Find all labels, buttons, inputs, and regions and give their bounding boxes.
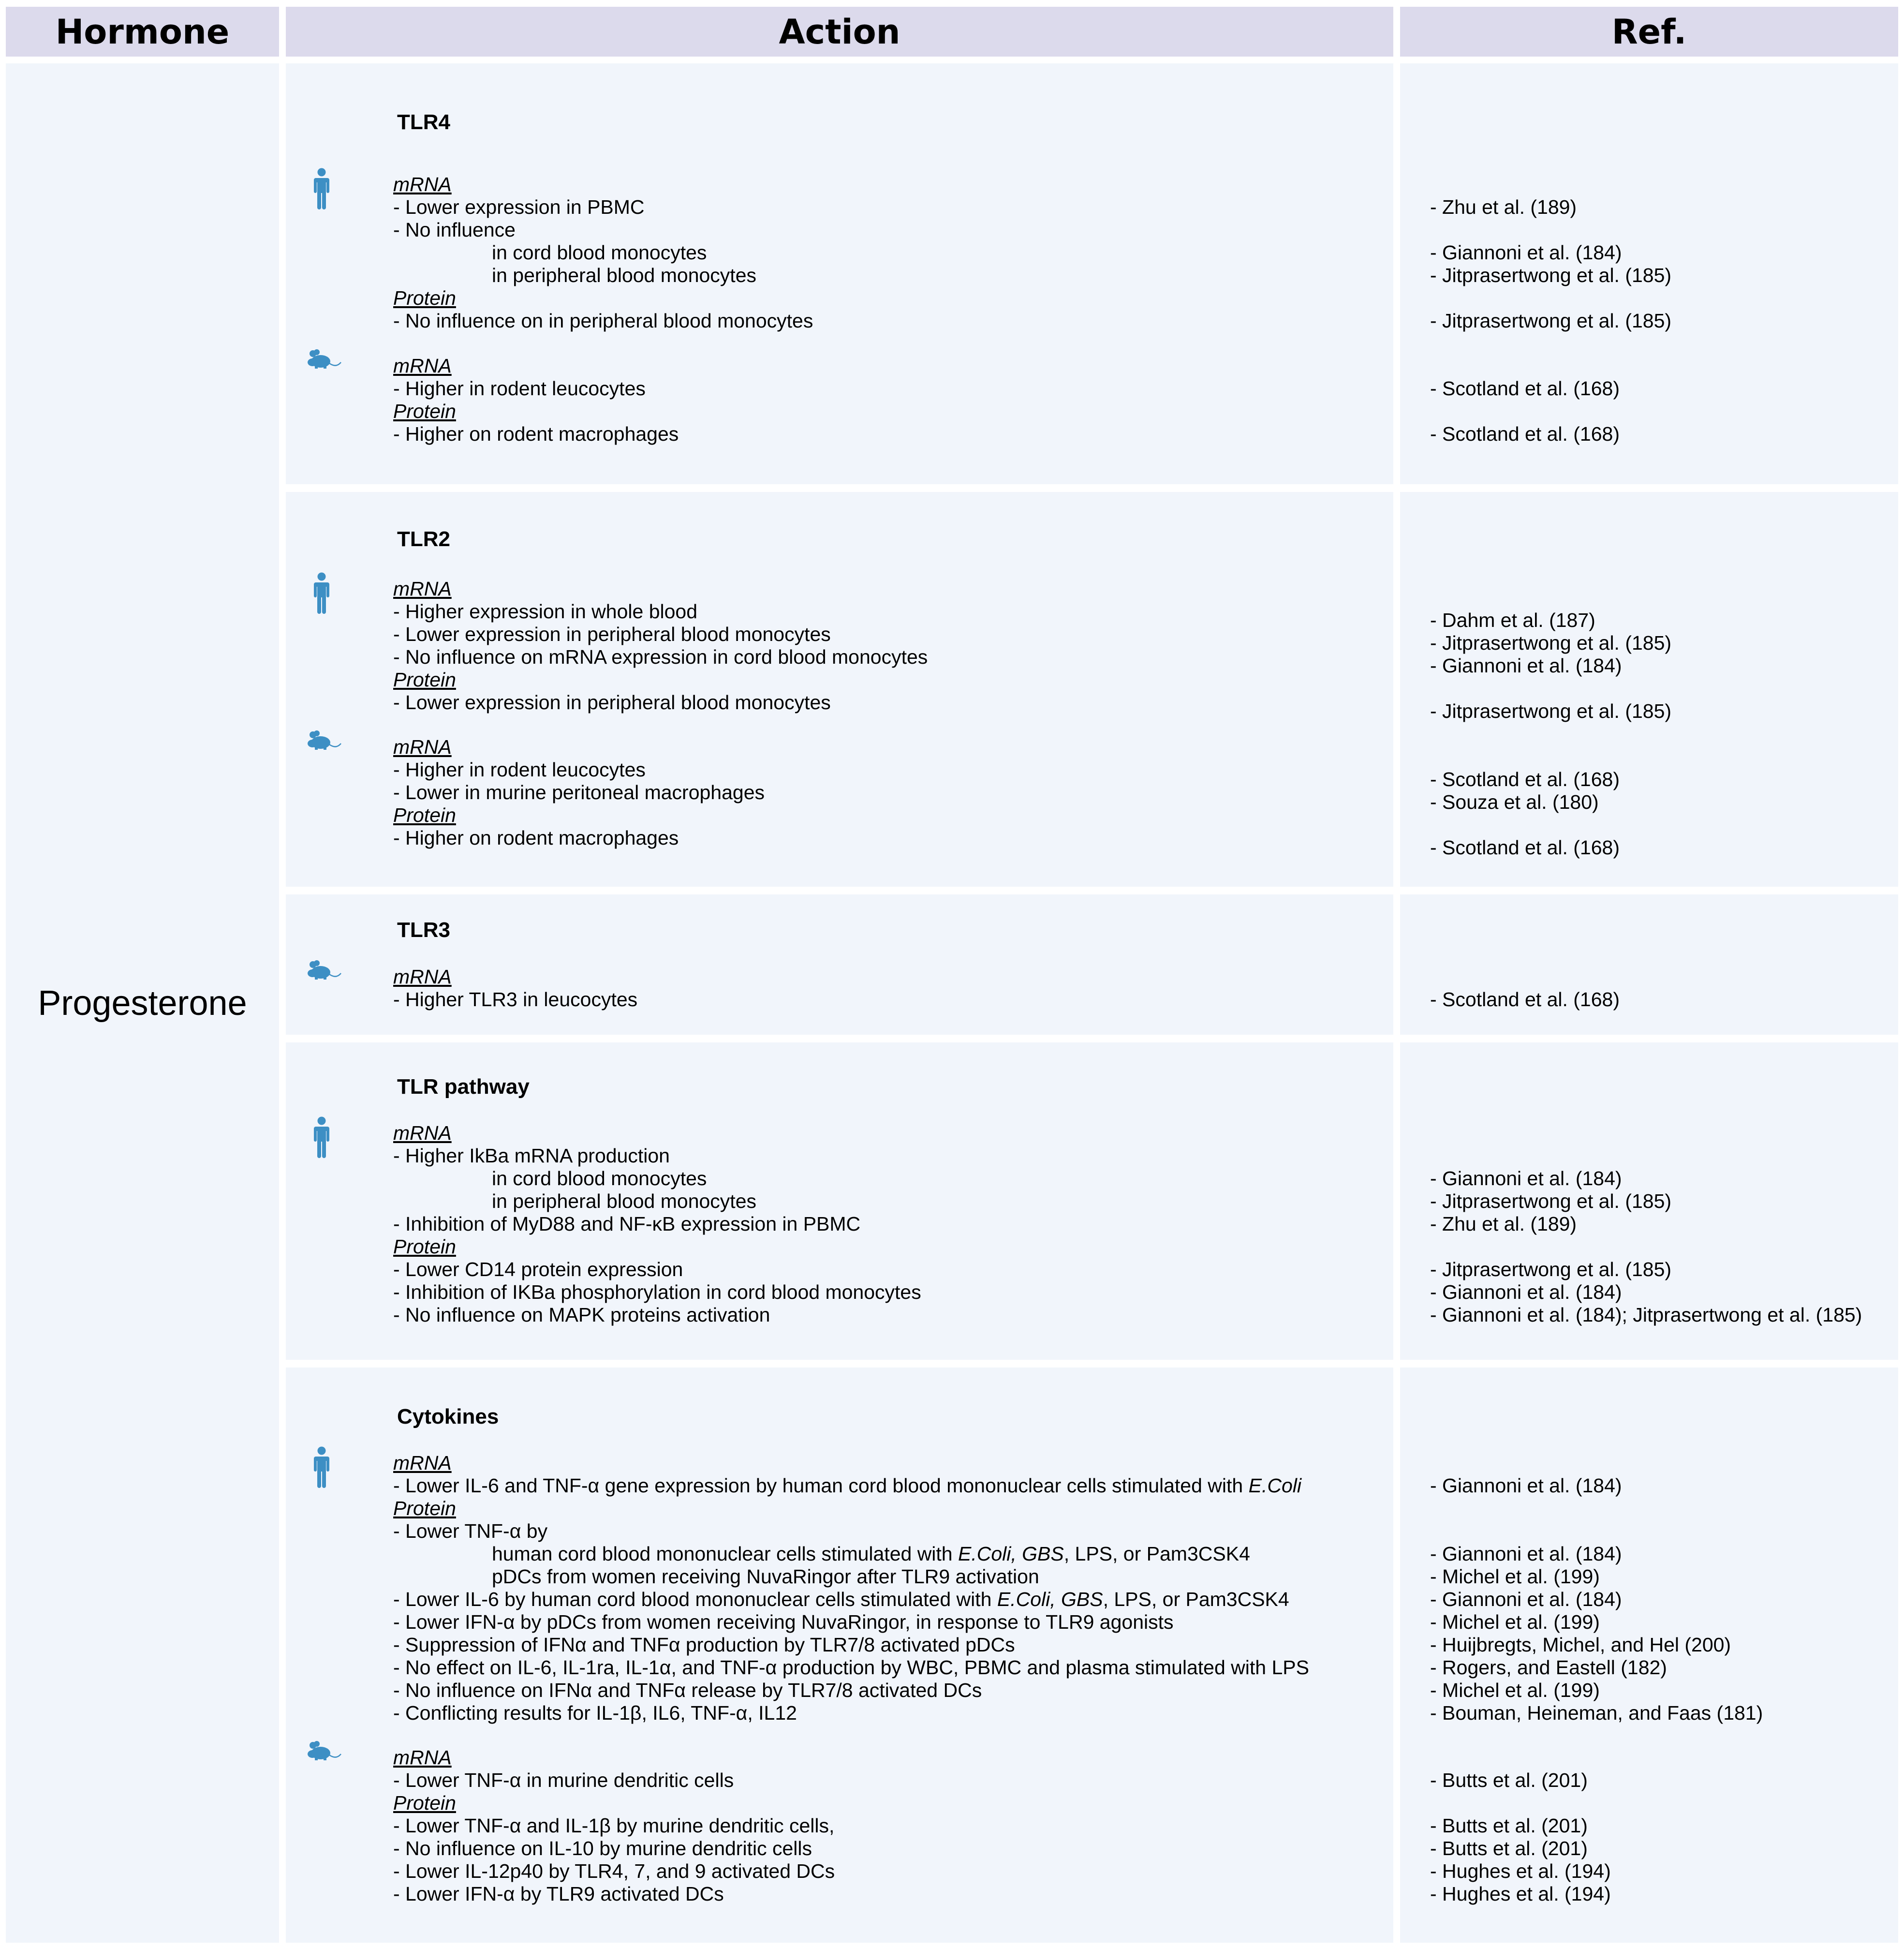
finding-text: - Suppression of IFNα and TNFα production by TLR7/8 activated pDCs bbox=[393, 1634, 1015, 1656]
reference: - Hughes et al. (194) bbox=[1430, 1860, 1611, 1882]
subheading bbox=[393, 400, 456, 423]
human-figure-icon bbox=[312, 572, 331, 616]
finding-text: - No effect on IL-6, IL-1ra, IL-1α, and TNF-α production by WBC, PBMC and plasma stimulated with LPS bbox=[393, 1656, 1309, 1679]
finding-text: - No influence on MAPK proteins activation bbox=[393, 1304, 770, 1326]
finding-line bbox=[393, 423, 679, 446]
finding-text: - No influence on IL-10 by murine dendritic cells bbox=[393, 1837, 812, 1859]
finding-text: - Inhibition of IKBa phosphorylation in cord blood monocytes bbox=[393, 1281, 921, 1303]
finding-line bbox=[393, 827, 679, 849]
reference: - Jitprasertwong et al. (185) bbox=[1430, 1190, 1672, 1212]
reference: - Giannoni et al. (184) bbox=[1430, 1281, 1622, 1303]
subheading bbox=[393, 669, 456, 691]
finding-text: in peripheral blood monocytes bbox=[492, 1190, 756, 1212]
mouse-svg bbox=[307, 730, 342, 752]
finding-text: Protein bbox=[393, 1235, 456, 1258]
finding-line bbox=[393, 1634, 1015, 1656]
reference: - Butts et al. (201) bbox=[1430, 1769, 1588, 1791]
finding-text: - Lower IL-6 by human cord blood mononuclear cells stimulated with bbox=[393, 1588, 997, 1610]
finding-text: - Lower IL-6 and TNF-α gene expression by human cord blood mononuclear cells stimulated with bbox=[393, 1474, 1249, 1497]
finding-line bbox=[393, 1281, 921, 1304]
finding-line bbox=[492, 1190, 756, 1213]
finding-text: - Lower IFN-α by pDCs from women receiving NuvaRingor, in response to TLR9 agonists bbox=[393, 1611, 1174, 1633]
reference: - Huijbregts, Michel, and Hel (200) bbox=[1430, 1634, 1731, 1656]
header-hormone: Hormone bbox=[6, 7, 279, 57]
finding-text: Protein bbox=[393, 1497, 456, 1519]
finding-line bbox=[393, 1814, 834, 1837]
subheading bbox=[393, 1452, 452, 1474]
finding-line bbox=[393, 758, 646, 781]
finding-line bbox=[393, 1145, 670, 1167]
finding-line bbox=[393, 1860, 835, 1883]
finding-line bbox=[393, 1611, 1174, 1634]
finding-text: mRNA bbox=[393, 966, 452, 988]
finding-line bbox=[393, 1258, 683, 1281]
finding-line bbox=[492, 264, 756, 287]
finding-text: Protein bbox=[393, 804, 456, 826]
subheading bbox=[393, 736, 452, 758]
finding-text: - No influence on in peripheral blood monocytes bbox=[393, 310, 813, 332]
finding-line bbox=[393, 196, 645, 219]
hormone-cell bbox=[6, 63, 279, 1943]
finding-line bbox=[393, 1213, 860, 1235]
human-figure-svg bbox=[312, 572, 331, 614]
finding-text: - Lower expression in peripheral blood monocytes bbox=[393, 623, 831, 645]
reference: - Michel et al. (199) bbox=[1430, 1565, 1600, 1588]
mouse-svg bbox=[307, 349, 342, 371]
finding-text: - Lower TNF-α by bbox=[393, 1520, 548, 1542]
finding-text: mRNA bbox=[393, 736, 452, 758]
ref-cell bbox=[1400, 894, 1898, 1035]
reference: - Giannoni et al. (184) bbox=[1430, 1167, 1622, 1190]
hormone-name: Progesterone bbox=[38, 983, 247, 1023]
reference: - Giannoni et al. (184) bbox=[1430, 1543, 1622, 1565]
finding-text: - Higher IkBa mRNA production bbox=[393, 1145, 670, 1167]
finding-text: - Higher TLR3 in leucocytes bbox=[393, 988, 638, 1011]
finding-text: mRNA bbox=[393, 173, 452, 195]
finding-text: mRNA bbox=[393, 355, 452, 377]
finding-text: - Lower TNF-α and IL-1β by murine dendritic cells, bbox=[393, 1814, 835, 1837]
section-title: TLR4 bbox=[397, 110, 450, 134]
subheading bbox=[393, 1746, 452, 1769]
finding-text: in cord blood monocytes bbox=[492, 241, 707, 264]
finding-line bbox=[393, 1702, 797, 1725]
subheading bbox=[393, 173, 452, 196]
finding-line bbox=[393, 988, 637, 1011]
finding-text: in cord blood monocytes bbox=[492, 1167, 707, 1190]
finding-text: - Lower IL-12p40 by TLR4, 7, and 9 activated DCs bbox=[393, 1860, 835, 1882]
finding-text: mRNA bbox=[393, 1746, 452, 1769]
reference: - Giannoni et al. (184) bbox=[1430, 1588, 1622, 1610]
section-title: TLR3 bbox=[397, 918, 450, 942]
section-title: TLR2 bbox=[397, 527, 450, 551]
subheading bbox=[393, 287, 456, 310]
subheading bbox=[393, 804, 456, 827]
finding-line bbox=[393, 1837, 812, 1860]
subheading bbox=[393, 1235, 456, 1258]
finding-line bbox=[393, 377, 646, 400]
finding-line bbox=[393, 623, 831, 646]
header-ref: Ref. bbox=[1400, 7, 1898, 57]
reference: - Scotland et al. (168) bbox=[1430, 768, 1620, 790]
finding-text: - Lower IFN-α by TLR9 activated DCs bbox=[393, 1883, 724, 1905]
reference: - Scotland et al. (168) bbox=[1430, 836, 1620, 859]
subheading bbox=[393, 1792, 456, 1814]
reference: - Jitprasertwong et al. (185) bbox=[1430, 632, 1672, 654]
reference: - Giannoni et al. (184); Jitprasertwong et al. (185) bbox=[1430, 1304, 1862, 1326]
finding-text: - Lower expression in peripheral blood monocytes bbox=[393, 691, 831, 714]
reference: - Scotland et al. (168) bbox=[1430, 423, 1620, 445]
finding-line bbox=[393, 1588, 1289, 1611]
reference: - Souza et al. (180) bbox=[1430, 791, 1599, 813]
finding-text: - No influence on IFNα and TNFα release by TLR7/8 activated DCs bbox=[393, 1679, 982, 1701]
finding-text: mRNA bbox=[393, 578, 452, 600]
human-figure-icon bbox=[312, 168, 331, 212]
finding-text: Protein bbox=[393, 1792, 456, 1814]
reference: - Zhu et al. (189) bbox=[1430, 196, 1577, 218]
finding-line bbox=[393, 1520, 547, 1543]
reference: - Jitprasertwong et al. (185) bbox=[1430, 310, 1672, 332]
finding-text: - Higher in rodent leucocytes bbox=[393, 377, 646, 400]
mouse-icon bbox=[307, 349, 342, 373]
finding-line bbox=[393, 1656, 1309, 1679]
reference: - Butts et al. (201) bbox=[1430, 1814, 1588, 1837]
finding-line bbox=[393, 781, 765, 804]
reference: - Jitprasertwong et al. (185) bbox=[1430, 1258, 1672, 1280]
reference: - Scotland et al. (168) bbox=[1430, 988, 1620, 1011]
finding-line bbox=[393, 1679, 982, 1702]
human-figure-svg bbox=[312, 1116, 331, 1158]
finding-line bbox=[393, 646, 928, 669]
finding-line bbox=[492, 241, 707, 264]
reference: - Zhu et al. (189) bbox=[1430, 1213, 1577, 1235]
finding-line bbox=[393, 219, 516, 241]
reference: - Michel et al. (199) bbox=[1430, 1611, 1600, 1633]
finding-text: Protein bbox=[393, 669, 456, 691]
subheading bbox=[393, 355, 452, 377]
finding-line bbox=[492, 1167, 707, 1190]
mouse-icon bbox=[307, 960, 342, 984]
reference: - Giannoni et al. (184) bbox=[1430, 241, 1622, 264]
reference: - Jitprasertwong et al. (185) bbox=[1430, 700, 1672, 722]
reference: - Hughes et al. (194) bbox=[1430, 1883, 1611, 1905]
finding-line bbox=[393, 1883, 724, 1905]
mouse-icon bbox=[307, 1741, 342, 1765]
subheading bbox=[393, 1122, 452, 1145]
reference: - Scotland et al. (168) bbox=[1430, 377, 1620, 400]
human-figure-icon bbox=[312, 1446, 331, 1490]
finding-text: - Lower TNF-α in murine dendritic cells bbox=[393, 1769, 734, 1791]
reference: - Giannoni et al. (184) bbox=[1430, 1474, 1622, 1497]
reference: - Jitprasertwong et al. (185) bbox=[1430, 264, 1672, 286]
organism-name: E.Coli, GBS bbox=[958, 1543, 1064, 1565]
finding-text: - No influence on mRNA expression in cord blood monocytes bbox=[393, 646, 928, 668]
subheading bbox=[393, 966, 452, 988]
mouse-svg bbox=[307, 960, 342, 981]
finding-line bbox=[393, 600, 697, 623]
finding-text-tail: , LPS, or Pam3CSK4 bbox=[1103, 1588, 1289, 1610]
section-title: TLR pathway bbox=[397, 1075, 530, 1099]
organism-name: E.Coli bbox=[1248, 1474, 1301, 1497]
finding-text: - Lower expression in PBMC bbox=[393, 196, 645, 218]
reference: - Butts et al. (201) bbox=[1430, 1837, 1588, 1859]
subheading bbox=[393, 1497, 456, 1520]
human-figure-icon bbox=[312, 1116, 331, 1160]
finding-text: - Higher on rodent macrophages bbox=[393, 827, 679, 849]
finding-line bbox=[393, 1769, 734, 1792]
finding-text: Protein bbox=[393, 400, 456, 422]
finding-line bbox=[393, 1304, 770, 1326]
subheading bbox=[393, 578, 452, 600]
action-cell bbox=[286, 894, 1393, 1035]
finding-text: human cord blood mononuclear cells stimulated with bbox=[492, 1543, 959, 1565]
finding-text: - Conflicting results for IL-1β, IL6, TNF-α, IL12 bbox=[393, 1702, 797, 1724]
finding-line bbox=[393, 310, 813, 332]
finding-text: in peripheral blood monocytes bbox=[492, 264, 756, 286]
reference: - Giannoni et al. (184) bbox=[1430, 654, 1622, 677]
human-figure-svg bbox=[312, 168, 331, 209]
finding-text: - Lower CD14 protein expression bbox=[393, 1258, 683, 1280]
finding-line bbox=[393, 1474, 1301, 1497]
finding-line bbox=[492, 1565, 1039, 1588]
section-title: Cytokines bbox=[397, 1405, 499, 1428]
reference: - Michel et al. (199) bbox=[1430, 1679, 1600, 1701]
finding-text-tail: , LPS, or Pam3CSK4 bbox=[1063, 1543, 1250, 1565]
finding-text: - Higher expression in whole blood bbox=[393, 600, 698, 623]
finding-text: Protein bbox=[393, 287, 456, 309]
finding-line bbox=[393, 691, 831, 714]
mouse-svg bbox=[307, 1741, 342, 1762]
reference: - Rogers, and Eastell (182) bbox=[1430, 1656, 1667, 1679]
human-figure-svg bbox=[312, 1446, 331, 1488]
finding-text: - No influence bbox=[393, 219, 516, 241]
finding-text: - Higher on rodent macrophages bbox=[393, 423, 679, 445]
header-action: Action bbox=[286, 7, 1393, 57]
finding-text: mRNA bbox=[393, 1452, 452, 1474]
finding-text: mRNA bbox=[393, 1122, 452, 1144]
finding-text: - Higher in rodent leucocytes bbox=[393, 758, 646, 781]
reference: - Dahm et al. (187) bbox=[1430, 609, 1595, 631]
finding-text: pDCs from women receiving NuvaRingor after TLR9 activation bbox=[492, 1565, 1039, 1588]
finding-text: - Lower in murine peritoneal macrophages bbox=[393, 781, 765, 803]
finding-line bbox=[492, 1543, 1250, 1565]
organism-name: E.Coli, GBS bbox=[997, 1588, 1103, 1610]
reference: - Bouman, Heineman, and Faas (181) bbox=[1430, 1702, 1763, 1724]
mouse-icon bbox=[307, 730, 342, 754]
finding-text: - Inhibition of MyD88 and NF-κB expression in PBMC bbox=[393, 1213, 861, 1235]
ref-cell bbox=[1400, 492, 1898, 887]
